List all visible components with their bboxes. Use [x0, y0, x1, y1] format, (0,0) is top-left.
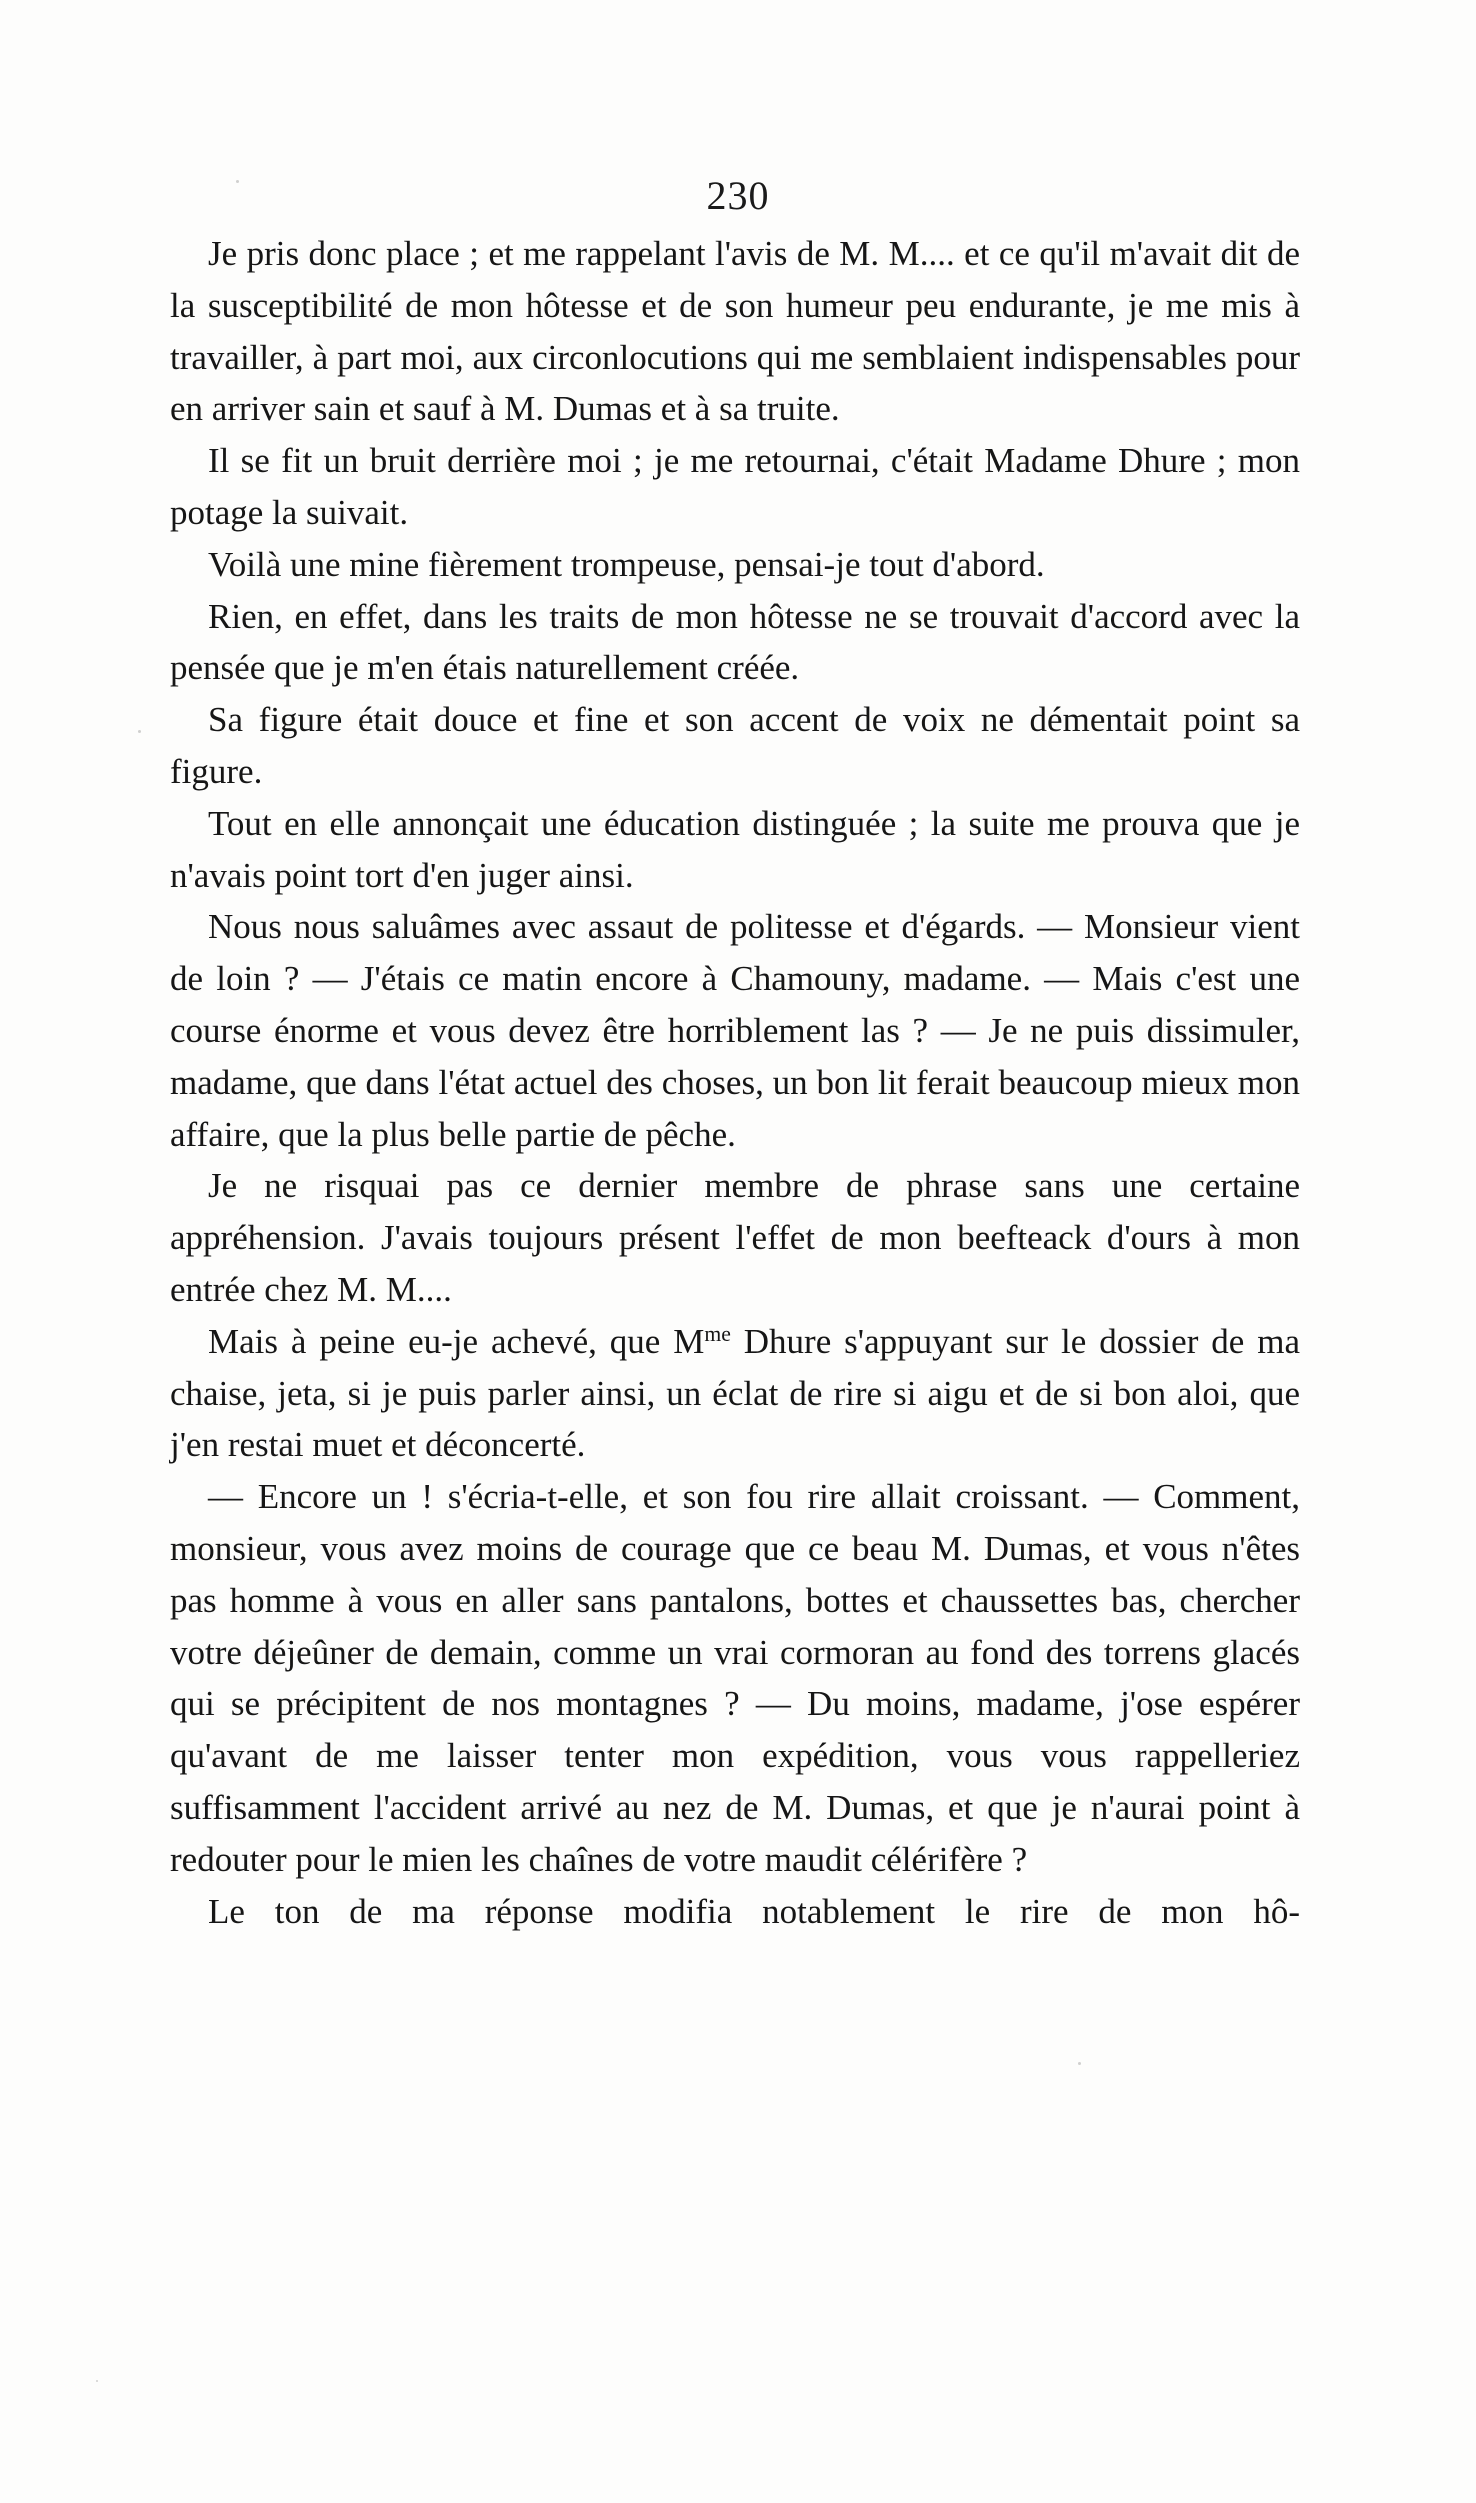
scan-speck: [96, 2380, 98, 2382]
page-number: 230: [706, 173, 770, 218]
paragraph-text-before: Mais à peine eu-je achevé, que M: [208, 1321, 705, 1361]
paragraph: Tout en elle annonçait une éducation distinguée ; la suite me prouva que je n'avais point tort d'en juger ainsi.: [170, 803, 1300, 895]
paragraph-text-after: Dhure s'appuyant sur le dossier de ma chaise, jeta, si je puis parler ainsi, un éclat de rire si aigu et de si bon aloi, que j'en restai muet et déconcerté.: [170, 1321, 1300, 1465]
scan-speck: [138, 730, 141, 733]
paragraph: Rien, en effet, dans les traits de mon hôtesse ne se trouvait d'accord avec la pensée que je m'en étais naturellement créée.: [170, 596, 1300, 688]
paragraph: [170, 1316, 1300, 1471]
superscript-abbreviation: me: [704, 1321, 731, 1346]
paragraph: Il se fit un bruit derrière moi ; je me retournai, c'était Madame Dhure ; mon potage la suivait.: [170, 441, 1300, 532]
paragraph: Nous nous saluâmes avec assaut de politesse et d'égards. — Monsieur vient de loin ? — J'étais ce matin encore à Chamouny, madame. — Mais c'est une course énorme et vous devez être horriblement las ? — Je ne puis dissimuler, madame, que dans l'état actuel des choses, un bon lit ferait beaucoup mieux mon affaire, que la plus belle partie de pêche.: [170, 907, 1300, 1154]
paragraph: Je pris donc place ; et me rappelant l'avis de M. M.... et ce qu'il m'avait dit de la susceptibilité de mon hôtesse et de son humeur peu endurante, je me mis à travailler, à part moi, aux circonlocutions qui me semblaient indispensables pour en arriver sain et sauf à M. Dumas et à sa truite.: [170, 234, 1300, 429]
paragraph: Je ne risquai pas ce dernier membre de phrase sans une certaine appréhension. J'avais toujours présent l'effet de mon beefteack d'ours à mon entrée chez M. M....: [170, 1166, 1300, 1309]
paragraph: Voilà une mine fièrement trompeuse, pensai-je tout d'abord.: [208, 544, 1045, 584]
paragraph: Le ton de ma réponse modifia notablement le rire de mon hô-: [208, 1891, 1300, 1931]
paragraph: Sa figure était douce et fine et son accent de voix ne démentait point sa figure.: [170, 700, 1300, 791]
paragraph: — Encore un ! s'écria-t-elle, et son fou rire allait croissant. — Comment, monsieur, vous avez moins de courage que ce beau M. Dumas, et vous n'êtes pas homme à vous en aller sans pantalons, bottes et chaussettes bas, chercher votre déjeûner de demain, comme un vrai cormoran au fond des torrens glacés qui se précipitent de nos montagnes ? — Du moins, madame, j'ose espérer qu'avant de me laisser tenter mon expédition, vous vous rappelleriez suffisamment l'accident arrivé au nez de M. Dumas, et que je n'aurai point à redouter pour le mien les chaînes de votre maudit célérifère ?: [170, 1477, 1300, 1879]
scan-speck: [236, 180, 239, 183]
scan-speck: [1078, 2062, 1081, 2065]
body-text: [170, 228, 1300, 1937]
